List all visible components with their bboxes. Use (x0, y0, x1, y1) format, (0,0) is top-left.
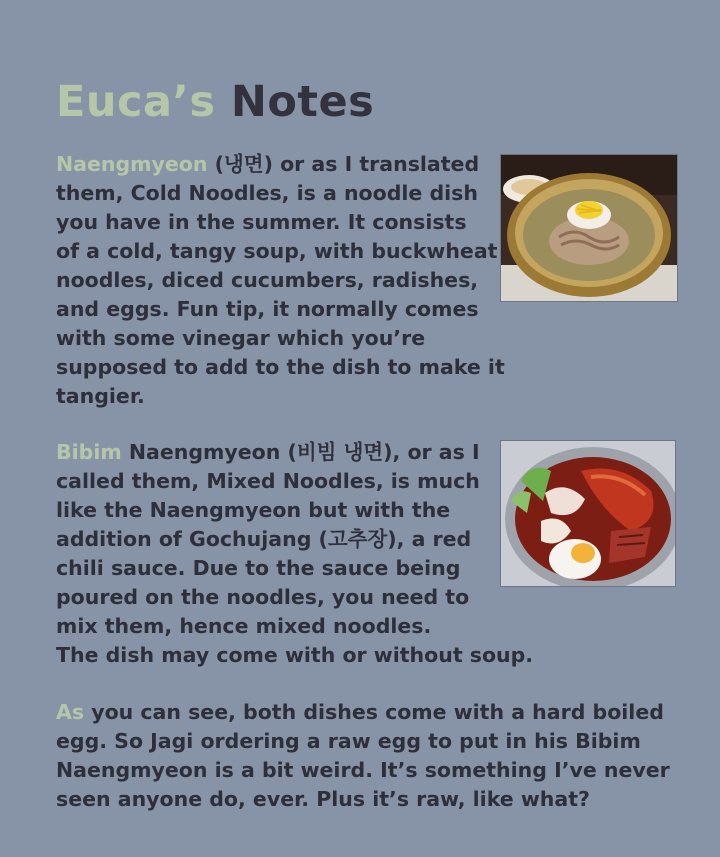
paragraph-naengmyeon (56, 150, 505, 411)
page-title (56, 76, 374, 128)
paragraph-lead: Naengmyeon (56, 152, 208, 176)
paragraph-line: The dish may come with or without soup. (56, 643, 534, 667)
paragraph-line: supposed to add to the dish to make it (56, 355, 505, 379)
paragraph-line: like the Naengmyeon but with the (56, 498, 451, 522)
paragraph-line (56, 698, 670, 727)
paragraph-line (56, 438, 533, 467)
paragraph-line: of a cold, tangy soup, with buckwheat (56, 239, 498, 263)
paragraph-line: Naengmyeon is a bit weird. It’s something I’ve never (56, 758, 670, 782)
paragraph-lead: Bibim (56, 440, 122, 464)
paragraph-line-text: you can see, both dishes come with a hard boiled (84, 700, 664, 724)
paragraph-line (56, 150, 505, 179)
paragraph-line: tangier. (56, 384, 145, 408)
paragraph-line: chili sauce. Due to the sauce being (56, 556, 461, 580)
paragraph-line: noodles, diced cucumbers, radishes, (56, 268, 479, 292)
paragraph-raw-egg (56, 698, 670, 814)
paragraph-line: you have in the summer. It consists (56, 210, 467, 234)
paragraph-line: with some vinegar which you’re (56, 326, 426, 350)
title-main: Notes (230, 77, 375, 127)
paragraph-bibim-naengmyeon (56, 438, 533, 670)
paragraph-line: addition of Gochujang (고추장), a red (56, 527, 472, 551)
paragraph-line-text: (냉면) or as I translated (207, 152, 480, 176)
paragraph-line: and eggs. Fun tip, it normally comes (56, 297, 479, 321)
paragraph-line: seen anyone do, ever. Plus it’s raw, like what? (56, 787, 590, 811)
paragraph-line-text: Naengmyeon (비빔 냉면), or as I (121, 440, 480, 464)
paragraph-line: egg. So Jagi ordering a raw egg to put in his Bibim (56, 729, 641, 753)
paragraph-line: mix them, hence mixed noodles. (56, 614, 432, 638)
paragraph-lead: As (56, 700, 85, 724)
paragraph-line: called them, Mixed Noodles, is much (56, 469, 480, 493)
paragraph-line: poured on the noodles, you need to (56, 585, 470, 609)
paragraph-line: them, Cold Noodles, is a noodle dish (56, 181, 478, 205)
bibim-naengmyeon-photo (500, 440, 676, 587)
title-accent: Euca’s (56, 77, 216, 127)
naengmyeon-photo (500, 154, 678, 302)
